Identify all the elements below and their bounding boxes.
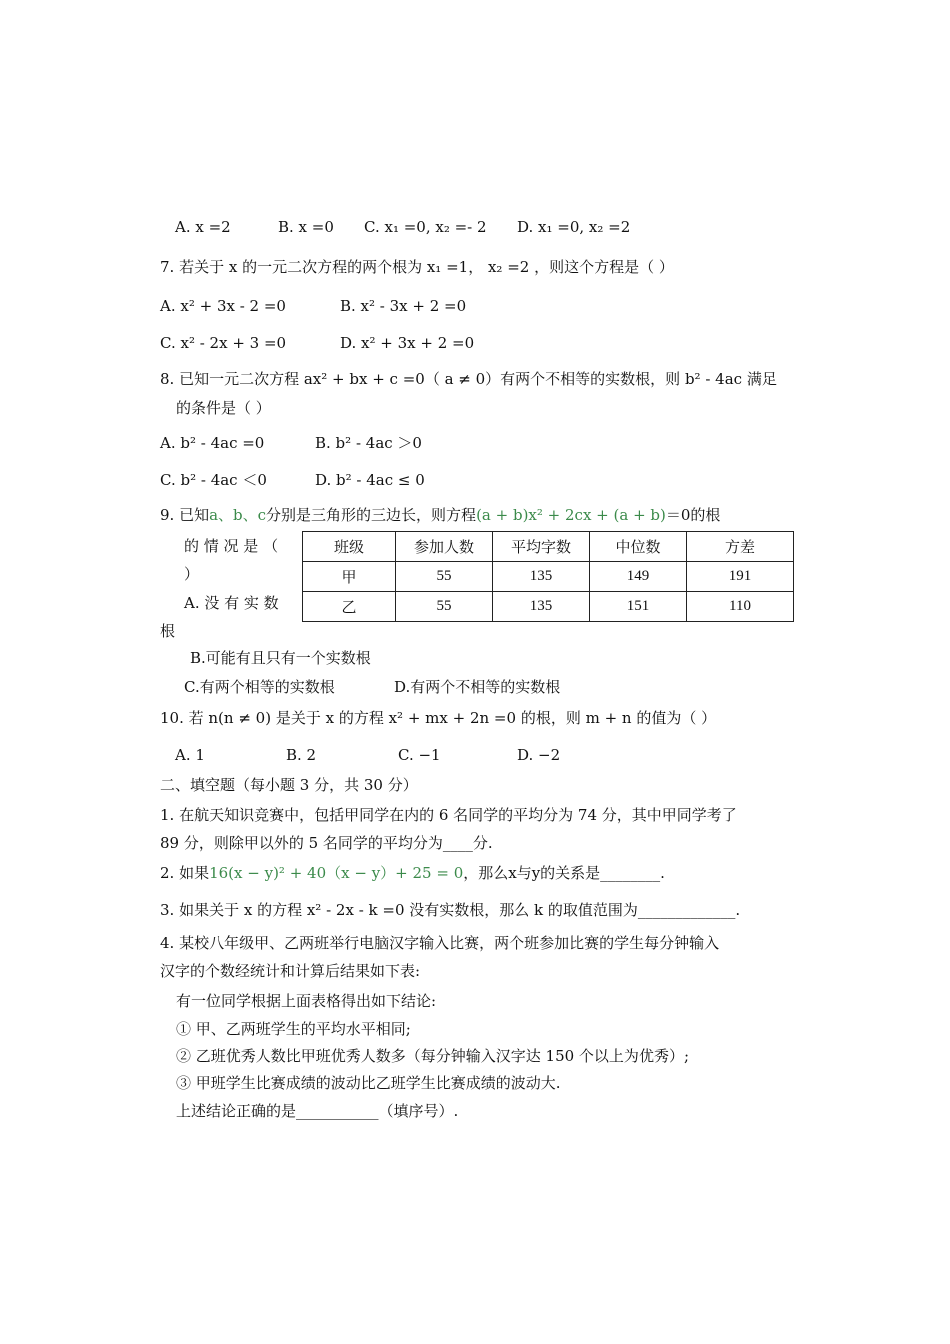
q7-stem: 7. 若关于 x 的一元二次方程的两个根为 x₁ =1， x₂ =2 ，则这个方程是（ ）: [160, 258, 674, 276]
table-cell: 55: [396, 562, 493, 592]
q7-option-d: D. x² + 3x + 2 =0: [340, 334, 475, 352]
q7-option-a: A. x² + 3x - 2 =0: [160, 297, 286, 315]
q9-variables: a、b、c: [209, 506, 267, 524]
q9-line3: ）: [184, 565, 200, 583]
table-header-cell: 中位数: [590, 532, 687, 562]
fill-q2-suffix: ，那么x与y的关系是________.: [463, 864, 665, 882]
table-cell: 135: [493, 562, 590, 592]
q7-option-c: C. x² - 2x + 3 =0: [160, 334, 287, 352]
table-cell: 55: [396, 592, 493, 622]
table-cell: 191: [687, 562, 794, 592]
table-header-cell: 平均字数: [493, 532, 590, 562]
table-row: [303, 562, 794, 592]
q9-equation: (a + b)x² + 2cx + (a + b): [476, 506, 666, 524]
table-header-cell: 参加人数: [396, 532, 493, 562]
q10-option-d: D. −2: [517, 746, 561, 764]
q8-option-d: D. b² - 4ac ≤ 0: [315, 471, 425, 489]
q9-option-a-continued: 根: [160, 622, 176, 640]
q9-line2: 的 情 况 是 （: [184, 537, 279, 555]
fill-q4-line3: 有一位同学根据上面表格得出如下结论:: [176, 992, 437, 1010]
q8-option-a: A. b² - 4ac =0: [160, 434, 265, 452]
table-cell: 110: [687, 592, 794, 622]
fill-q4-answer: 上述结论正确的是___________（填序号）.: [176, 1102, 459, 1120]
conclusion-1: ① 甲、乙两班学生的平均水平相同;: [176, 1020, 411, 1038]
q9-option-d: D.有两个不相等的实数根: [394, 678, 561, 696]
table-cell: 151: [590, 592, 687, 622]
q6-option-d: D. x₁ =0, x₂ =2: [517, 218, 631, 236]
q10-option-b: B. 2: [286, 746, 317, 764]
q9-stem-prefix: 9. 已知: [160, 506, 210, 524]
q9-option-a: A. 没 有 实 数: [184, 594, 279, 612]
q6-option-a: A. x =2: [175, 218, 231, 236]
fill-q3: 3. 如果关于 x 的方程 x² - 2x - k =0 没有实数根，那么 k 的取值范围为_____________.: [160, 901, 741, 919]
q6-option-c: C. x₁ =0, x₂ =- 2: [364, 218, 487, 236]
q10-option-a: A. 1: [175, 746, 205, 764]
table-cell: 135: [493, 592, 590, 622]
fill-q4-line2: 汉字的个数经统计和计算后结果如下表:: [160, 962, 421, 980]
q7-option-b: B. x² - 3x + 2 =0: [340, 297, 467, 315]
fill-q2-prefix: 2. 如果: [160, 864, 210, 882]
q8-stem-continued: 的条件是（ ）: [176, 399, 271, 417]
fill-q1-line2: 89 分，则除甲以外的 5 名同学的平均分为____分.: [160, 834, 493, 852]
section-title: 二、填空题（每小题 3 分，共 30 分）: [160, 776, 418, 794]
q6-option-b: B. x =0: [278, 218, 334, 236]
q8-option-c: C. b² - 4ac ＜0: [160, 471, 267, 489]
q9-stem-end: ＝0的根: [665, 506, 721, 524]
q10-option-c: C. −1: [398, 746, 441, 764]
table-header-cell: 班级: [303, 532, 396, 562]
q9-stem-mid: 分别是三角形的三边长，则方程: [266, 506, 477, 524]
q10-stem: 10. 若 n(n ≠ 0) 是关于 x 的方程 x² + mx + 2n =0 的根，则 m + n 的值为（ ）: [160, 709, 717, 727]
q9-option-b: B.可能有且只有一个实数根: [190, 649, 371, 667]
table-cell-class: 乙: [303, 592, 396, 622]
fill-q1-line1: 1. 在航天知识竞赛中，包括甲同学在内的 6 名同学的平均分为 74 分，其中甲同学考了: [160, 806, 737, 824]
table-cell: 149: [590, 562, 687, 592]
table-row: [303, 592, 794, 622]
q8-option-b: B. b² - 4ac ＞0: [315, 434, 422, 452]
fill-q4-line1: 4. 某校八年级甲、乙两班举行电脑汉字输入比赛，两个班参加比赛的学生每分钟输入: [160, 934, 720, 952]
q9-option-c: C.有两个相等的实数根: [184, 678, 335, 696]
conclusion-3: ③ 甲班学生比赛成绩的波动比乙班学生比赛成绩的波动大.: [176, 1074, 561, 1092]
q9-stem: [160, 504, 720, 526]
typing-stats-table: [302, 531, 794, 622]
table-header-cell: 方差: [687, 532, 794, 562]
table-cell-class: 甲: [303, 562, 396, 592]
fill-q2-equation: 16(x − y)² + 40（x − y）+ 25 = 0: [209, 864, 464, 882]
conclusion-2: ② 乙班优秀人数比甲班优秀人数多（每分钟输入汉字达 150 个以上为优秀）;: [176, 1047, 689, 1065]
q8-stem: 8. 已知一元二次方程 ax² + bx + c =0（ a ≠ 0）有两个不相等的实数根，则 b² - 4ac 满足: [160, 370, 777, 388]
fill-q2: [160, 862, 665, 884]
table-header-row: [303, 532, 794, 562]
